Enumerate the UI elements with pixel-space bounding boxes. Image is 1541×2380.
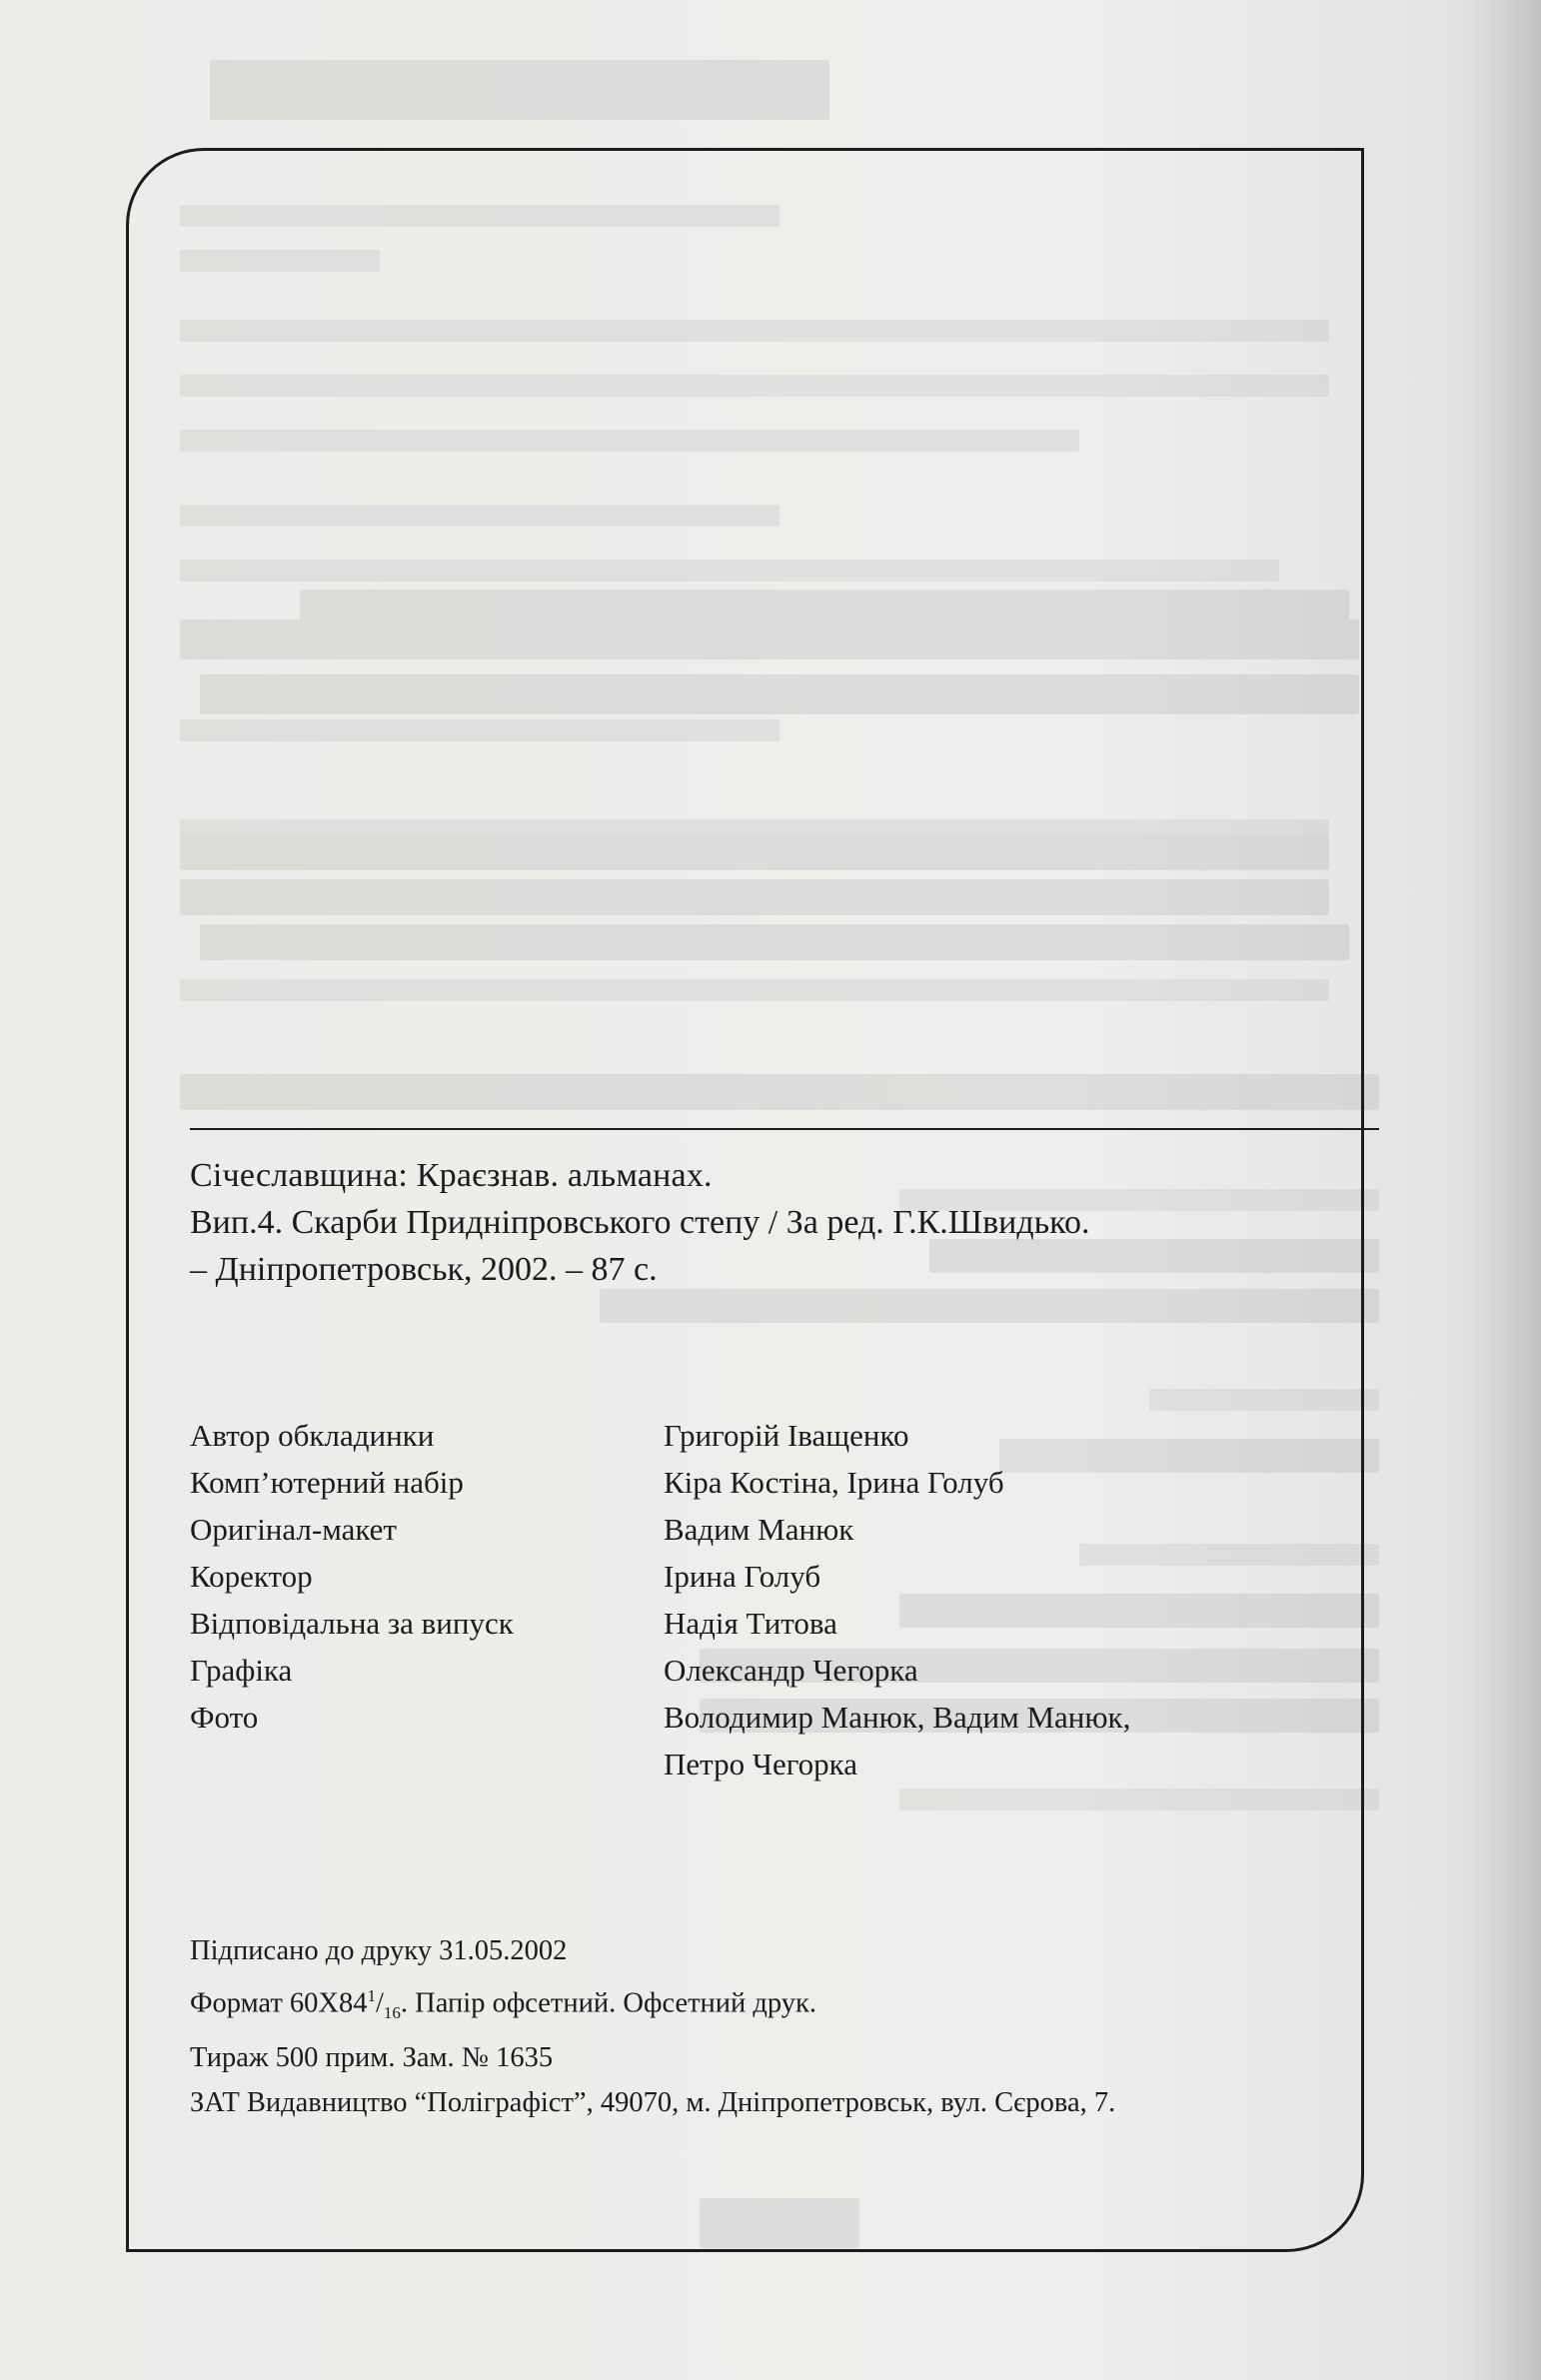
imprint-publisher: ЗАТ Видавництво “Поліграфіст”, 49070, м. Дніпропетровськ, вул. Сєрова, 7. bbox=[190, 2087, 1116, 2119]
imprint-format: Формат $60Х84^1/_{16}$. Папір офсетний. Офсетний друк. bbox=[190, 1986, 817, 2023]
imprint-format-suffix: . Папір офсетний. Офсетний друк. bbox=[400, 1987, 817, 2019]
credit-role bbox=[190, 1741, 664, 1787]
credit-role: Автор обкладинки bbox=[190, 1418, 435, 1453]
credit-row bbox=[190, 1506, 1303, 1553]
credit-row bbox=[190, 1412, 1303, 1459]
credit-row bbox=[190, 1600, 1303, 1647]
credit-row bbox=[190, 1647, 1303, 1694]
issue-line: Вип.4. Скарби Придніпровського степу / За ред. Г.К.Швидько. bbox=[190, 1204, 1090, 1241]
imprint-signed: Підписано до друку 31.05.2002 bbox=[190, 1935, 568, 1966]
credit-role: Коректор bbox=[190, 1559, 313, 1594]
credit-role: Фото bbox=[190, 1700, 259, 1735]
credit-row bbox=[190, 1694, 1303, 1741]
imprint-format-prefix: Формат 60Х84 bbox=[190, 1987, 368, 2019]
credit-name: Вадим Манюк bbox=[664, 1512, 854, 1547]
publication-title: Січеславщина: bbox=[190, 1157, 409, 1194]
credit-role: Відповідальна за випуск bbox=[190, 1606, 514, 1641]
credit-name: Ірина Голуб bbox=[664, 1559, 821, 1594]
imprint-print-run: Тираж 500 прим. Зам. № 1635 bbox=[190, 2042, 554, 2074]
credit-name: Олександр Чегорка bbox=[664, 1653, 918, 1688]
credit-role: Комп’ютерний набір bbox=[190, 1465, 464, 1500]
publication-subtitle: Краєзнав. альманах. bbox=[416, 1157, 713, 1194]
credit-row bbox=[190, 1741, 1303, 1787]
credit-role: Графіка bbox=[190, 1653, 293, 1688]
imprint-format-sup: 1 bbox=[367, 1986, 376, 2005]
credits-list bbox=[190, 1412, 1303, 1787]
credit-row bbox=[190, 1553, 1303, 1600]
page-edge-shadow bbox=[1471, 0, 1541, 2380]
credit-row bbox=[190, 1459, 1303, 1506]
credit-name: Кіра Костіна, Ірина Голуб bbox=[664, 1465, 1004, 1500]
imprint-block bbox=[190, 1928, 1115, 2125]
publication-title-line bbox=[190, 1157, 713, 1195]
credit-name: Надія Титова bbox=[664, 1606, 837, 1641]
horizontal-rule bbox=[190, 1128, 1379, 1130]
credit-role: Оригінал-макет bbox=[190, 1512, 397, 1547]
credit-name: Петро Чегорка bbox=[664, 1747, 858, 1782]
imprint-format-sub: 16 bbox=[383, 2003, 401, 2023]
credit-name: Володимир Манюк, Вадим Манюк, bbox=[664, 1700, 1131, 1735]
place-year-line: – Дніпропетровськ, 2002. – 87 с. bbox=[190, 1251, 658, 1288]
credit-name: Григорій Іващенко bbox=[664, 1418, 909, 1453]
